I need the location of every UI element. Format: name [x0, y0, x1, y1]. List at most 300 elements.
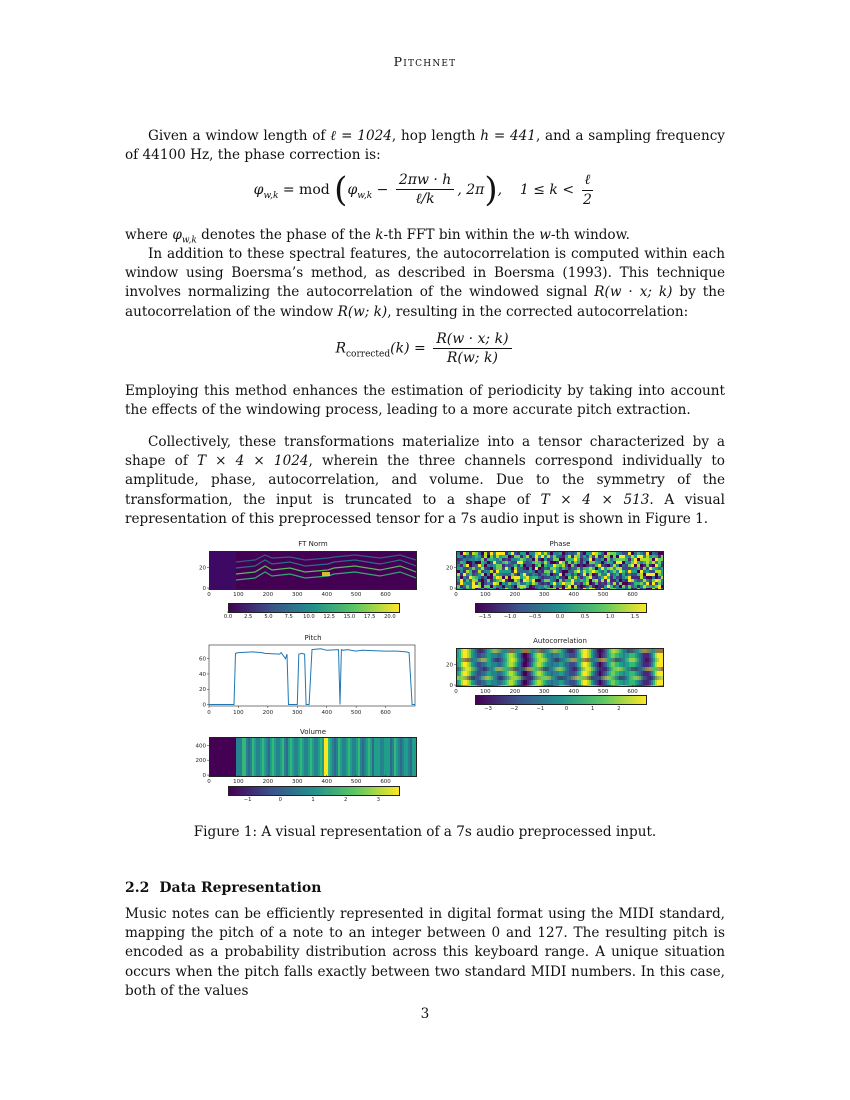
heatmap-cell	[616, 576, 619, 579]
heatmap-cell	[477, 667, 479, 671]
heatmap-column	[535, 649, 537, 686]
heatmap-column	[515, 649, 517, 686]
heatmap-cell	[637, 555, 640, 558]
heatmap-cell	[640, 579, 643, 582]
heatmap-column	[561, 649, 563, 686]
heatmap-cell	[475, 558, 478, 561]
heatmap-column	[282, 738, 284, 776]
heatmap-cell	[463, 685, 465, 686]
heatmap-cell	[589, 588, 592, 589]
heatmap-cell	[541, 555, 544, 558]
heatmap-cell	[535, 558, 538, 561]
heatmap-cell	[539, 685, 541, 686]
heatmap-cell	[472, 558, 475, 561]
heatmap-column	[284, 738, 286, 776]
heatmap-cell	[543, 658, 545, 662]
heatmap-cell	[493, 576, 496, 579]
colorbar-tick-label: −0.5	[528, 614, 542, 620]
heatmap-cell	[627, 685, 629, 686]
heatmap-cell	[511, 667, 513, 671]
heatmap-cell	[619, 649, 621, 653]
heatmap-cell	[619, 567, 622, 570]
heatmap-cell	[499, 582, 502, 585]
heatmap-cell	[535, 552, 538, 555]
heatmap-cell	[495, 658, 497, 662]
x-tick-label: 200	[262, 779, 274, 785]
heatmap-cell	[628, 588, 631, 589]
heatmap-cell	[472, 576, 475, 579]
heatmap-column	[394, 738, 396, 776]
x-tick-label: 100	[480, 689, 491, 695]
heatmap-cell	[529, 685, 531, 686]
heatmap-cell	[643, 567, 646, 570]
heatmap-cell	[583, 676, 585, 680]
heatmap-cell	[514, 579, 517, 582]
heatmap-column	[396, 738, 398, 776]
x-tick-label: 300	[539, 592, 550, 598]
heatmap-cell	[501, 685, 503, 686]
heatmap-cell	[565, 579, 568, 582]
heatmap-cell	[562, 567, 565, 570]
heatmap-cell	[622, 558, 625, 561]
heatmap-column	[254, 738, 256, 776]
heatmap-cell	[661, 558, 663, 561]
heatmap-cell	[472, 564, 475, 567]
heatmap-cell	[625, 588, 628, 589]
heatmap-column	[274, 738, 276, 776]
heatmap-cell	[577, 570, 580, 573]
heatmap-cell	[469, 667, 471, 671]
heatmap-cell	[547, 573, 550, 576]
heatmap-cell	[593, 685, 595, 686]
heatmap-cell	[649, 555, 652, 558]
heatmap-column	[388, 738, 390, 776]
colorbar-autocorrelation	[475, 695, 647, 705]
colorbar-tick-label: 17.5	[363, 614, 376, 620]
heatmap-cell	[544, 555, 547, 558]
heatmap-cell	[563, 667, 565, 671]
heatmap-cell	[529, 676, 531, 680]
heatmap-cell	[619, 570, 622, 573]
heatmap-column	[653, 649, 655, 686]
heatmap-cell	[478, 558, 481, 561]
heatmap-column	[569, 649, 571, 686]
heatmap-cell	[483, 658, 485, 662]
x-tick-label: 400	[321, 592, 332, 598]
heatmap-column	[260, 738, 262, 776]
heatmap-cell	[633, 658, 635, 662]
colorbar-tick-label: −1	[536, 706, 545, 712]
heatmap-column	[408, 738, 410, 776]
plot-pitch	[195, 634, 425, 724]
heatmap-cell	[556, 585, 559, 588]
y-tick-label: 200	[195, 758, 206, 765]
heatmap-cell	[469, 588, 472, 589]
heatmap-cell	[562, 558, 565, 561]
heatmap-cell	[625, 582, 628, 585]
heatmap-cell	[541, 570, 544, 573]
heatmap-cell	[655, 579, 658, 582]
heatmap-cell	[599, 685, 601, 686]
heatmap-cell	[549, 676, 551, 680]
heatmap-cell	[495, 676, 497, 680]
heatmap-cell	[607, 555, 610, 558]
heatmap-cell	[535, 676, 537, 680]
heatmap-column	[637, 649, 639, 686]
heatmap-cell	[475, 561, 478, 564]
heatmap-cell	[490, 588, 493, 589]
heatmap-cell	[469, 649, 471, 653]
heatmap-cell	[459, 667, 461, 671]
heatmap-cell	[563, 649, 565, 653]
heatmap-column	[485, 649, 487, 686]
heatmap-cell	[610, 588, 613, 589]
heatmap-cell	[575, 667, 577, 671]
heatmap-cell	[499, 564, 502, 567]
heatmap-cell	[628, 552, 631, 555]
heatmap-cell	[559, 585, 562, 588]
heatmap-cell	[574, 576, 577, 579]
heatmap-cell	[526, 570, 529, 573]
heatmap-cell	[553, 588, 556, 589]
heatmap-cell	[634, 585, 637, 588]
heatmap-cell	[493, 658, 495, 662]
heatmap-cell	[469, 579, 472, 582]
heatmap-cell	[513, 685, 515, 686]
heatmap-cell	[607, 649, 609, 653]
heatmap-cell	[493, 649, 495, 653]
heatmap-cell	[489, 667, 491, 671]
x-tick-label: 500	[350, 779, 362, 785]
heatmap-column	[330, 738, 332, 776]
heatmap-column	[489, 649, 491, 686]
heatmap-cell	[655, 582, 658, 585]
heatmap-cell	[517, 552, 520, 555]
heatmap-cell	[499, 561, 502, 564]
heatmap-cell	[526, 582, 529, 585]
heatmap-cell	[541, 558, 544, 561]
heatmap-column	[647, 649, 649, 686]
heatmap-cell	[505, 570, 508, 573]
heatmap-cell	[661, 573, 663, 576]
heatmap-cell	[531, 658, 533, 662]
heatmap-cell	[580, 564, 583, 567]
heatmap-cell	[633, 676, 635, 680]
heatmap-cell	[649, 649, 651, 653]
heatmap-cell	[571, 649, 573, 653]
heatmap-cell	[598, 561, 601, 564]
heatmap-cell	[517, 570, 520, 573]
heatmap-cell	[571, 552, 574, 555]
heatmap-cell	[545, 658, 547, 662]
y-tick-label: 0	[449, 586, 453, 592]
heatmap-cell	[647, 676, 649, 680]
heatmap-cell	[472, 552, 475, 555]
heatmap-column	[288, 738, 290, 776]
heatmap-cell	[553, 685, 555, 686]
heatmap-column	[645, 649, 647, 686]
heatmap-cell	[611, 676, 613, 680]
heatmap-cell	[551, 658, 553, 662]
heatmap-cell	[523, 579, 526, 582]
heatmap-cell	[579, 667, 581, 671]
equation-corrected-autocorrelation: $R_{corrected}(k)$ = $\frac{R(w \cdot x; k)}{R(w; k)}$	[125, 331, 725, 366]
heatmap-column	[270, 738, 272, 776]
heatmap-column	[286, 738, 288, 776]
heatmap-cell	[643, 649, 645, 653]
heatmap-cell	[557, 667, 559, 671]
heatmap-cell	[631, 676, 633, 680]
heatmap-cell	[577, 552, 580, 555]
heatmap-cell	[607, 588, 610, 589]
heatmap-cell	[503, 685, 505, 686]
heatmap-cell	[655, 685, 657, 686]
heatmap-column	[625, 649, 627, 686]
heatmap-column	[318, 738, 320, 776]
heatmap-cell	[619, 579, 622, 582]
heatmap-column	[651, 649, 653, 686]
heatmap-cell	[466, 573, 469, 576]
colorbar-phase	[475, 603, 647, 613]
heatmap-cell	[460, 582, 463, 585]
heatmap-cell	[508, 564, 511, 567]
heatmap-cell	[640, 570, 643, 573]
heatmap-cell	[547, 582, 550, 585]
heatmap-cell	[529, 558, 532, 561]
heatmap-cell	[484, 588, 487, 589]
heatmap-cell	[457, 573, 460, 576]
heatmap-cell	[635, 685, 637, 686]
heatmap-cell	[652, 558, 655, 561]
heatmap-cell	[647, 667, 649, 671]
heatmap-cell	[604, 579, 607, 582]
heatmap-cell	[481, 570, 484, 573]
heatmap-cell	[547, 585, 550, 588]
heatmap-cell	[581, 658, 583, 662]
heatmap-cell	[592, 567, 595, 570]
heatmap-cell	[551, 667, 553, 671]
heatmap-cell	[520, 582, 523, 585]
heatmap-cell	[649, 585, 652, 588]
heatmap-cell	[532, 552, 535, 555]
heatmap-cell	[571, 658, 573, 662]
heatmap-column	[609, 649, 611, 686]
heatmap-cell	[511, 558, 514, 561]
heatmap-cell	[580, 588, 583, 589]
heatmap-cell	[541, 576, 544, 579]
heatmap-cell	[568, 582, 571, 585]
heatmap-cell	[505, 576, 508, 579]
heatmap-cell	[647, 658, 649, 662]
colorbar-tick-label: 1.0	[605, 614, 615, 620]
heatmap-cell	[559, 573, 562, 576]
y-tick-label: 20	[199, 687, 206, 694]
heatmap-cell	[526, 588, 529, 589]
heatmap-cell	[595, 552, 598, 555]
heatmap-cell	[562, 576, 565, 579]
heatmap-column	[406, 738, 408, 776]
heatmap-column	[465, 649, 467, 686]
heatmap-cell	[611, 667, 613, 671]
heatmap-cell	[525, 685, 527, 686]
heatmap-column	[410, 738, 412, 776]
heatmap-cell	[508, 558, 511, 561]
heatmap-cell	[651, 658, 653, 662]
heatmap-cell	[519, 658, 521, 662]
heatmap-cell	[502, 570, 505, 573]
heatmap-cell	[591, 649, 593, 653]
panel-title: Pitch	[304, 634, 322, 642]
heatmap-cell	[565, 561, 568, 564]
heatmap-cell	[583, 649, 585, 653]
heatmap-cell	[589, 667, 591, 671]
heatmap-cell	[531, 667, 533, 671]
heatmap-cell	[598, 582, 601, 585]
panel-ft-norm	[195, 540, 425, 630]
heatmap-column	[226, 738, 228, 776]
heatmap-cell	[639, 685, 641, 686]
heatmap-cell	[622, 588, 625, 589]
section-heading: 2.2 Data Representation	[125, 880, 322, 896]
paragraph-window-params: Given a window length of ℓ = 1024, hop length h = 441, and a sampling frequency of 44100 Hz, the phase correction is:	[125, 128, 725, 164]
x-tick-label: 400	[321, 779, 332, 785]
heatmap-cell	[628, 585, 631, 588]
heatmap-cell	[610, 582, 613, 585]
heatmap-cell	[646, 582, 649, 585]
colorbar-tick-label: 1.5	[630, 614, 640, 620]
colorbar-tick-label: 2.5	[244, 614, 253, 620]
x-tick-label: 300	[292, 779, 303, 785]
heatmap-cell	[634, 564, 637, 567]
heatmap-cell	[517, 558, 520, 561]
heatmap-cell	[613, 561, 616, 564]
heatmap-cell	[491, 658, 493, 662]
heatmap-cell	[646, 570, 649, 573]
heatmap-cell	[481, 649, 483, 653]
heatmap-column	[549, 649, 551, 686]
heatmap-column	[601, 649, 603, 686]
heatmap-cell	[471, 676, 473, 680]
heatmap-column	[633, 649, 635, 686]
heatmap-cell	[475, 658, 477, 662]
heatmap-cell	[585, 685, 587, 686]
heatmap-cell	[537, 676, 539, 680]
colorbar-tick-label: 0.5	[580, 614, 590, 620]
heatmap-cell	[565, 667, 567, 671]
heatmap-cell	[541, 585, 544, 588]
heatmap-cell	[607, 576, 610, 579]
heatmap-cell	[485, 649, 487, 653]
heatmap-cell	[646, 588, 649, 589]
heatmap-cell	[649, 658, 651, 662]
heatmap-cell	[562, 555, 565, 558]
heatmap-autocorrelation-svg	[457, 649, 663, 686]
heatmap-column	[643, 649, 645, 686]
colorbar-tick-label: 0.0	[223, 614, 233, 620]
heatmap-cell	[481, 579, 484, 582]
paragraph-midi: Music notes can be efficiently represented in digital format using the MIDI standard, mapping the pitch of a note to an integer between 0 and 127. The resulting pitch is encoded as a probability distribution across this keyboard range. A unique situation occurs when the pitch falls exactly between two standard MIDI numbers. In this case, both of the values	[125, 906, 725, 999]
heatmap-cell	[593, 658, 595, 662]
colorbar-tick-label: 2	[617, 706, 621, 712]
heatmap-cell	[595, 576, 598, 579]
heatmap-cell	[646, 567, 649, 570]
heatmap-cell	[655, 564, 658, 567]
heatmap-cell	[532, 573, 535, 576]
heatmap-cell	[573, 667, 575, 671]
heatmap-cell	[557, 676, 559, 680]
heatmap-cell	[523, 676, 525, 680]
colorbar-tick-label: −1.5	[478, 614, 492, 620]
heatmap-cell	[523, 588, 526, 589]
heatmap-column	[368, 738, 370, 776]
heatmap-column	[649, 649, 651, 686]
heatmap-cell	[622, 576, 625, 579]
heatmap-cell	[604, 570, 607, 573]
heatmap-cell	[574, 588, 577, 589]
heatmap-cell	[559, 552, 562, 555]
heatmap-cell	[634, 561, 637, 564]
heatmap-column	[380, 738, 382, 776]
heatmap-cell	[655, 667, 657, 671]
heatmap-column	[631, 649, 633, 686]
heatmap-cell	[489, 658, 491, 662]
heatmap-cell	[553, 555, 556, 558]
heatmap-cell	[562, 585, 565, 588]
heatmap-cell	[658, 579, 661, 582]
heatmap-cell	[573, 658, 575, 662]
heatmap-cell	[613, 582, 616, 585]
heatmap-cell	[521, 658, 523, 662]
heatmap-column	[533, 649, 535, 686]
heatmap-cell	[661, 582, 663, 585]
heatmap-cell	[478, 582, 481, 585]
heatmap-cell	[609, 676, 611, 680]
heatmap-cell	[461, 685, 463, 686]
heatmap-column	[392, 738, 394, 776]
heatmap-cell	[485, 685, 487, 686]
heatmap-cell	[527, 676, 529, 680]
heatmap-cell	[637, 561, 640, 564]
heatmap-cell	[505, 561, 508, 564]
heatmap-cell	[523, 585, 526, 588]
heatmap-cell	[544, 579, 547, 582]
heatmap-cell	[657, 667, 659, 671]
heatmap-cell	[463, 558, 466, 561]
heatmap-column	[525, 649, 527, 686]
heatmap-cell	[487, 552, 490, 555]
heatmap-cell	[514, 576, 517, 579]
heatmap-cell	[655, 585, 658, 588]
heatmap-cell	[551, 649, 553, 653]
heatmap-cell	[475, 555, 478, 558]
heatmap-cell	[461, 676, 463, 680]
heatmap-ft-norm-svg	[210, 552, 416, 589]
heatmap-cell	[625, 573, 628, 576]
heatmap-cell	[487, 570, 490, 573]
heatmap-cell	[526, 552, 529, 555]
heatmap-cell	[553, 649, 555, 653]
heatmap-cell	[621, 658, 623, 662]
heatmap-cell	[469, 567, 472, 570]
heatmap-cell	[561, 649, 563, 653]
heatmap-cell	[604, 552, 607, 555]
heatmap-cell	[643, 564, 646, 567]
heatmap-cell	[589, 552, 592, 555]
heatmap-cell	[628, 564, 631, 567]
heatmap-cell	[637, 582, 640, 585]
heatmap-cell	[483, 667, 485, 671]
heatmap-cell	[529, 582, 532, 585]
